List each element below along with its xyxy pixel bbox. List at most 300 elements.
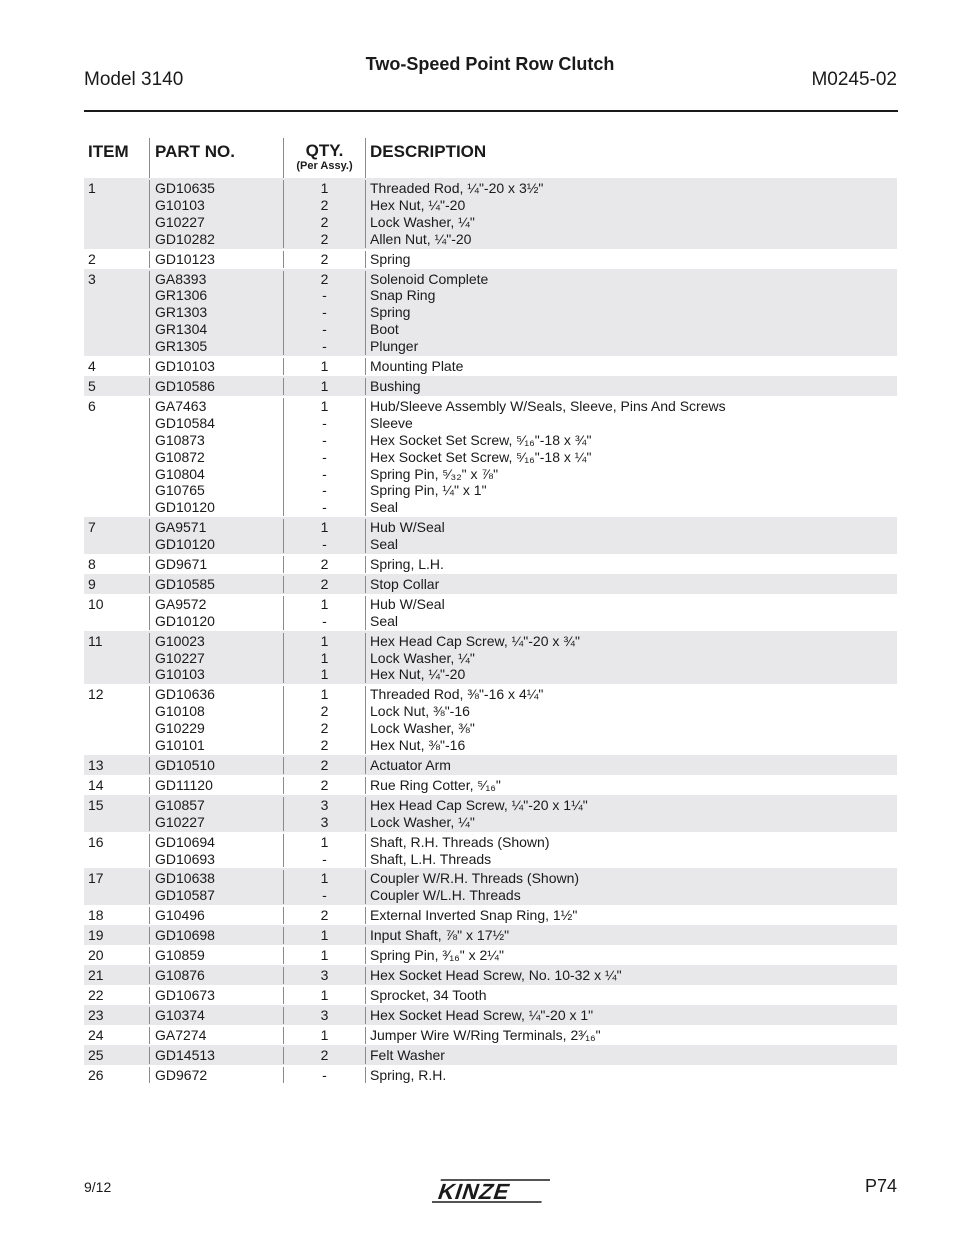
part-number: GD11120 [155, 776, 213, 793]
quantity: 3 [320, 1006, 329, 1023]
item-number: 16 [88, 833, 104, 850]
description: Actuator Arm [370, 757, 451, 773]
qty-cell [283, 358, 365, 375]
part-number: GD9671 [155, 556, 208, 573]
description: Solenoid Complete [370, 270, 489, 287]
quantity: 1 [320, 927, 329, 944]
part-no-cell [149, 907, 283, 924]
item-number: 22 [88, 986, 104, 1003]
part-number: GD10587 [155, 887, 215, 904]
description: Plunger [370, 338, 419, 355]
part-number: GR1305 [155, 338, 208, 355]
qty-cell [283, 1067, 365, 1084]
description: Hex Nut, ⅜"-16 [370, 737, 466, 754]
table-row [84, 684, 897, 755]
item-cell [84, 596, 149, 630]
quantity: - [322, 465, 327, 482]
item-cell [84, 797, 149, 831]
quantity: 2 [320, 737, 329, 754]
part-number: GD10120 [155, 536, 215, 553]
table-row [84, 1065, 897, 1085]
description-cell [365, 180, 897, 248]
qty-cell [283, 519, 365, 553]
part-number: GD14513 [155, 1046, 215, 1063]
part-number: G10229 [155, 720, 205, 737]
part-number: G10765 [155, 482, 205, 499]
qty-cell [283, 757, 365, 774]
table-row [84, 249, 897, 269]
description-cell [365, 834, 897, 868]
part-number: G10872 [155, 448, 205, 465]
item-cell [84, 271, 149, 356]
qty-cell [283, 870, 365, 904]
item-cell [84, 947, 149, 964]
description: Hex Socket Head Screw, No. 10-32 x ¼" [370, 966, 622, 983]
qty-cell [283, 271, 365, 356]
qty-cell [283, 777, 365, 794]
quantity: 2 [320, 1046, 329, 1063]
description-cell [365, 378, 897, 395]
description: Seal [370, 499, 399, 516]
description: Spring, R.H. [370, 1066, 447, 1083]
item-number: 17 [88, 870, 104, 887]
description-cell [365, 870, 897, 904]
description-cell [365, 1027, 897, 1044]
description: Spring [370, 250, 411, 267]
description: Hex Nut, ¼"-20 [370, 196, 466, 213]
part-no-cell [149, 180, 283, 248]
description-cell [365, 797, 897, 831]
description: Hex Socket Set Screw, ⁵⁄₁₆"-18 x ¼" [370, 448, 592, 465]
description: Felt Washer [370, 1046, 445, 1063]
quantity: 2 [320, 196, 329, 213]
description: Spring Pin, ⁵⁄₃₂" x ⅞" [370, 465, 499, 482]
part-number: GA7274 [155, 1026, 207, 1043]
description: Spring Pin, ³⁄₁₆" x 2¼" [370, 947, 504, 964]
column-header-description: DESCRIPTION [365, 138, 897, 178]
part-number: GR1303 [155, 304, 208, 321]
part-number: GA8393 [155, 270, 207, 287]
description: Threaded Rod, ¼"-20 x 3½" [370, 180, 544, 196]
page-number: P74 [864, 1176, 897, 1196]
item-cell [84, 927, 149, 944]
qty-cell [283, 556, 365, 573]
description: Lock Washer, ¼" [370, 649, 475, 666]
part-no-cell [149, 576, 283, 593]
qty-cell [283, 686, 365, 754]
part-no-cell [149, 1047, 283, 1064]
quantity: 1 [320, 519, 329, 536]
table-row [84, 356, 897, 376]
part-number: GD10282 [155, 230, 215, 247]
qty-cell [283, 1047, 365, 1064]
table-row [84, 178, 897, 249]
part-no-cell [149, 777, 283, 794]
qty-cell [283, 987, 365, 1004]
description: Jumper Wire W/Ring Terminals, 2³⁄₁₆" [370, 1026, 601, 1043]
table-row [84, 269, 897, 357]
part-no-cell [149, 596, 283, 630]
quantity: 1 [320, 986, 329, 1003]
description: Threaded Rod, ⅜"-16 x 4¼" [370, 686, 544, 703]
part-no-cell [149, 271, 283, 356]
part-number: GD10123 [155, 250, 215, 267]
part-no-cell [149, 251, 283, 268]
qty-cell [283, 1007, 365, 1024]
qty-cell [283, 1027, 365, 1044]
table-row [84, 396, 897, 517]
part-no-cell [149, 757, 283, 774]
qty-cell [283, 251, 365, 268]
item-number: 20 [88, 947, 104, 964]
description: Lock Washer, ¼" [370, 213, 475, 230]
qty-cell [283, 927, 365, 944]
part-number: G10103 [155, 196, 205, 213]
part-no-cell [149, 987, 283, 1004]
description: Hub/Sleeve Assembly W/Seals, Sleeve, Pins And Screws [370, 397, 726, 414]
quantity: 2 [320, 270, 329, 287]
part-number: GD10586 [155, 377, 215, 394]
part-no-cell [149, 927, 283, 944]
item-number: 24 [88, 1026, 104, 1043]
item-cell [84, 757, 149, 774]
item-number: 23 [88, 1006, 104, 1023]
description-cell [365, 777, 897, 794]
quantity: - [322, 887, 327, 904]
quantity: 1 [320, 947, 329, 964]
description: Shaft, L.H. Threads [370, 850, 492, 867]
item-cell [84, 1007, 149, 1024]
description-cell [365, 907, 897, 924]
quantity: 1 [320, 397, 329, 414]
quantity: - [322, 1066, 327, 1083]
item-cell [84, 519, 149, 553]
description: Coupler W/R.H. Threads (Shown) [370, 870, 580, 887]
description: Spring Pin, ¼" x 1" [370, 482, 487, 499]
quantity: 2 [320, 757, 329, 773]
description: Seal [370, 536, 399, 553]
description: Lock Washer, ⅜" [370, 720, 475, 737]
table-row [84, 1045, 897, 1065]
description-cell [365, 251, 897, 268]
description: Hex Socket Head Screw, ¼"-20 x 1" [370, 1006, 594, 1023]
item-number: 13 [88, 757, 104, 773]
part-number: G10108 [155, 703, 205, 720]
description: Hex Socket Set Screw, ⁵⁄₁₆"-18 x ¾" [370, 431, 592, 448]
description-cell [365, 987, 897, 1004]
quantity: - [322, 414, 327, 431]
part-number: GR1306 [155, 287, 208, 304]
item-cell [84, 686, 149, 754]
table-row [84, 1005, 897, 1025]
quantity: - [322, 338, 327, 355]
quantity: 3 [320, 813, 329, 830]
table-header [84, 138, 897, 178]
description: Input Shaft, ⅞" x 17½" [370, 927, 510, 944]
description: Rue Ring Cotter, ⁵⁄₁₆" [370, 776, 501, 793]
quantity: 3 [320, 796, 329, 813]
item-cell [84, 358, 149, 375]
item-number: 7 [88, 519, 96, 536]
part-no-cell [149, 633, 283, 684]
quantity: 3 [320, 966, 329, 983]
description: Hex Head Cap Screw, ¼"-20 x 1¼" [370, 796, 588, 813]
qty-sublabel: (Per Assy.) [296, 160, 353, 172]
quantity: - [322, 482, 327, 499]
part-number: GD10693 [155, 850, 215, 867]
part-no-cell [149, 398, 283, 516]
description: Seal [370, 612, 399, 629]
table-body [84, 178, 897, 1084]
page-title: Two-Speed Point Row Clutch [365, 54, 615, 74]
part-number: GA7463 [155, 397, 207, 414]
revision-date: 9/12 [84, 1179, 112, 1195]
part-number: GD9672 [155, 1066, 208, 1083]
part-number: GD10584 [155, 414, 215, 431]
qty-cell [283, 398, 365, 516]
description: Lock Nut, ⅜"-16 [370, 703, 470, 720]
item-cell [84, 633, 149, 684]
quantity: - [322, 304, 327, 321]
part-no-cell [149, 797, 283, 831]
part-no-cell [149, 1007, 283, 1024]
item-cell [84, 576, 149, 593]
table-row [84, 376, 897, 396]
description-cell [365, 519, 897, 553]
part-no-cell [149, 1027, 283, 1044]
part-no-cell [149, 519, 283, 553]
part-number: G10023 [155, 632, 205, 649]
part-number: G10374 [155, 1006, 205, 1023]
item-cell [84, 870, 149, 904]
item-number: 21 [88, 966, 104, 983]
item-number: 10 [88, 595, 104, 612]
quantity: 2 [320, 250, 329, 267]
part-number: G10103 [155, 666, 205, 683]
description-cell [365, 947, 897, 964]
part-number: GD10510 [155, 757, 215, 773]
item-cell [84, 251, 149, 268]
description-cell [365, 1067, 897, 1084]
part-number: G10857 [155, 796, 205, 813]
item-number: 26 [88, 1066, 104, 1083]
description: Spring [370, 304, 411, 321]
item-number: 9 [88, 575, 96, 592]
part-number: GD10120 [155, 612, 215, 629]
qty-cell [283, 834, 365, 868]
description: Lock Washer, ¼" [370, 813, 475, 830]
part-number: G10227 [155, 813, 205, 830]
description-cell [365, 686, 897, 754]
quantity: 1 [320, 870, 329, 887]
quantity: 2 [320, 230, 329, 247]
description: Hub W/Seal [370, 595, 445, 612]
description-cell [365, 271, 897, 356]
quantity: 2 [320, 575, 329, 592]
description: Boot [370, 321, 399, 338]
part-number: G10804 [155, 465, 205, 482]
table-row [84, 965, 897, 985]
item-number: 8 [88, 556, 96, 573]
table-row [84, 1025, 897, 1045]
part-no-cell [149, 870, 283, 904]
item-cell [84, 378, 149, 395]
quantity: - [322, 448, 327, 465]
table-row [84, 574, 897, 594]
quantity: 1 [320, 632, 329, 649]
table-row [84, 985, 897, 1005]
item-number: 14 [88, 776, 104, 793]
qty-cell [283, 378, 365, 395]
item-number: 6 [88, 397, 96, 414]
table-row [84, 755, 897, 775]
quantity: - [322, 431, 327, 448]
part-number: G10876 [155, 966, 205, 983]
item-number: 3 [88, 270, 96, 287]
quantity: 2 [320, 556, 329, 573]
table-row [84, 945, 897, 965]
kinze-logo [432, 1176, 550, 1204]
qty-cell [283, 967, 365, 984]
logo-wordmark: KINZE [434, 1179, 514, 1204]
item-number: 2 [88, 250, 96, 267]
part-number: GD10636 [155, 686, 215, 703]
description-cell [365, 556, 897, 573]
description: Coupler W/L.H. Threads [370, 887, 521, 904]
column-header-qty [283, 138, 365, 178]
part-no-cell [149, 967, 283, 984]
quantity: 2 [320, 907, 329, 924]
item-cell [84, 556, 149, 573]
description-cell [365, 398, 897, 516]
part-number: G10873 [155, 431, 205, 448]
description-cell [365, 1007, 897, 1024]
part-number: G10101 [155, 737, 205, 754]
table-row [84, 905, 897, 925]
item-number: 4 [88, 358, 96, 375]
quantity: - [322, 612, 327, 629]
document-number: M0245-02 [811, 69, 897, 90]
part-number: GD10585 [155, 575, 215, 592]
part-number: G10859 [155, 947, 205, 964]
description: Snap Ring [370, 287, 436, 304]
qty-cell [283, 907, 365, 924]
description: Hub W/Seal [370, 519, 445, 536]
quantity: 2 [320, 720, 329, 737]
table-row [84, 925, 897, 945]
part-number: GA9572 [155, 595, 207, 612]
description-cell [365, 633, 897, 684]
part-number: GD10698 [155, 927, 215, 944]
description-cell [365, 576, 897, 593]
quantity: - [322, 536, 327, 553]
table-row [84, 795, 897, 832]
quantity: 1 [320, 377, 329, 394]
quantity: 1 [320, 180, 329, 196]
qty-cell [283, 596, 365, 630]
quantity: 2 [320, 776, 329, 793]
description: Hex Nut, ¼"-20 [370, 666, 466, 683]
description-cell [365, 1047, 897, 1064]
item-cell [84, 987, 149, 1004]
qty-cell [283, 797, 365, 831]
description-cell [365, 927, 897, 944]
quantity: - [322, 321, 327, 338]
item-number: 1 [88, 180, 96, 196]
item-cell [84, 1067, 149, 1084]
item-number: 15 [88, 796, 104, 813]
part-no-cell [149, 556, 283, 573]
part-number: G10227 [155, 649, 205, 666]
quantity: 1 [320, 649, 329, 666]
table-row [84, 631, 897, 685]
quantity: 1 [320, 1026, 329, 1043]
table-row [84, 868, 897, 905]
item-number: 18 [88, 907, 104, 924]
item-cell [84, 777, 149, 794]
parts-table [84, 138, 897, 1084]
table-row [84, 554, 897, 574]
description: External Inverted Snap Ring, 1½" [370, 907, 578, 924]
column-header-part-no: PART NO. [149, 138, 283, 178]
part-number: GA9571 [155, 519, 207, 536]
part-number: GD10694 [155, 833, 215, 850]
part-number: G10227 [155, 213, 205, 230]
qty-cell [283, 947, 365, 964]
table-row [84, 517, 897, 554]
model-label: Model 3140 [84, 69, 184, 90]
qty-cell [283, 180, 365, 248]
header-divider [84, 110, 898, 112]
item-cell [84, 834, 149, 868]
part-no-cell [149, 834, 283, 868]
quantity: - [322, 499, 327, 516]
description: Sprocket, 34 Tooth [370, 986, 487, 1003]
part-number: GD10103 [155, 358, 215, 375]
description-cell [365, 757, 897, 774]
description: Shaft, R.H. Threads (Shown) [370, 833, 550, 850]
qty-cell [283, 576, 365, 593]
item-number: 12 [88, 686, 104, 703]
description-cell [365, 967, 897, 984]
quantity: 1 [320, 358, 329, 375]
quantity: 1 [320, 666, 329, 683]
item-number: 11 [88, 632, 103, 649]
qty-label: QTY. [305, 141, 344, 160]
part-no-cell [149, 378, 283, 395]
item-number: 19 [88, 927, 104, 944]
quantity: 2 [320, 703, 329, 720]
description: Mounting Plate [370, 358, 464, 375]
part-number: GD10673 [155, 986, 215, 1003]
item-cell [84, 398, 149, 516]
table-row [84, 832, 897, 869]
item-cell [84, 967, 149, 984]
item-cell [84, 907, 149, 924]
part-no-cell [149, 947, 283, 964]
item-cell [84, 1047, 149, 1064]
quantity: 1 [320, 686, 329, 703]
part-number: GD10638 [155, 870, 215, 887]
quantity: 1 [320, 833, 329, 850]
table-row [84, 775, 897, 795]
part-number: GR1304 [155, 321, 208, 338]
quantity: - [322, 850, 327, 867]
part-no-cell [149, 1067, 283, 1084]
qty-cell [283, 633, 365, 684]
item-number: 5 [88, 377, 96, 394]
quantity: 1 [320, 595, 329, 612]
